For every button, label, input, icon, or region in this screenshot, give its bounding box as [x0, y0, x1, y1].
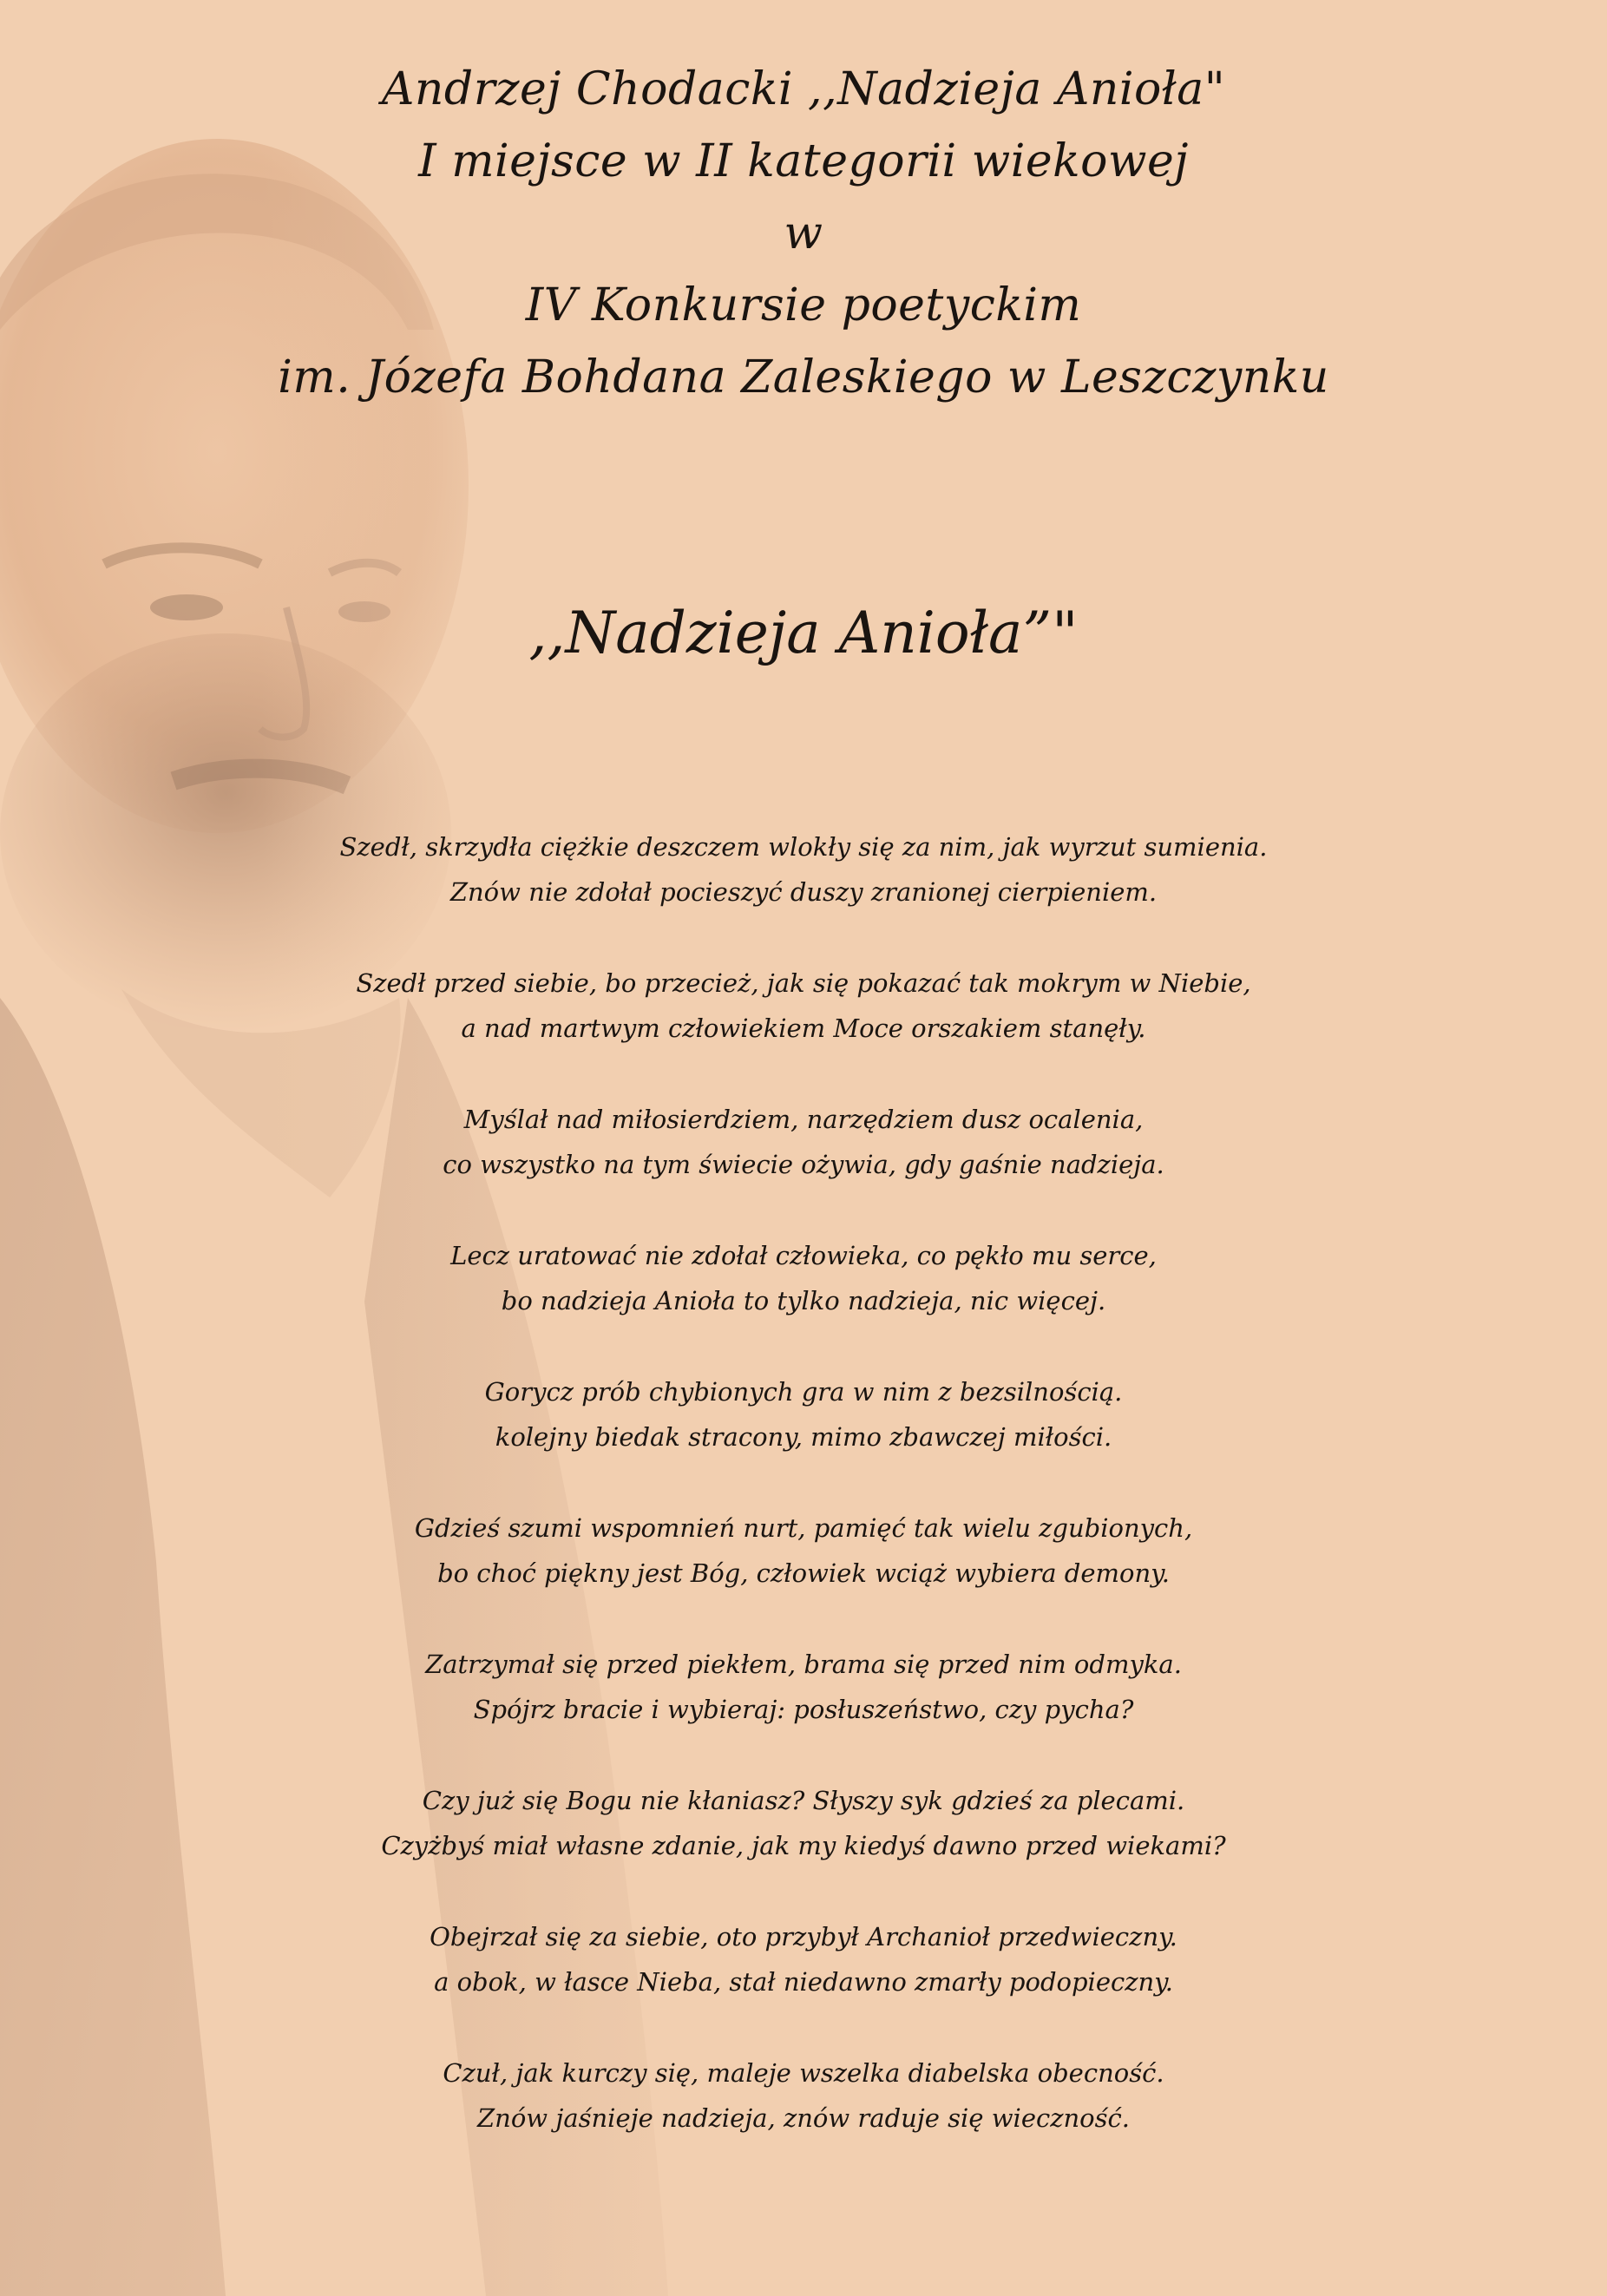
poem-line: Obejrzał się za siebie, oto przybył Archanioł przedwieczny.: [430, 1922, 1177, 1952]
poem-line: Myślał nad miłosierdziem, narzędziem dusz ocalenia,: [463, 1105, 1144, 1134]
stanza: [0, 961, 1607, 1051]
stanza: [0, 1233, 1607, 1323]
header-award: I miejsce w II kategorii wiekowej: [418, 135, 1189, 187]
poem-line: Szedł przed siebie, bo przecież, jak się pokazać tak mokrym w Niebie,: [356, 968, 1251, 998]
stanza: [0, 1778, 1607, 1868]
poem-line: Spójrz bracie i wybieraj: posłuszeństwo, czy pycha?: [473, 1695, 1134, 1724]
header-contest-patron: im. Józefa Bohdana Zaleskiego w Leszczynku: [278, 351, 1329, 403]
poem-line: Gdzieś szumi wspomnień nurt, pamięć tak wielu zgubionych,: [414, 1513, 1193, 1543]
stanza: [0, 2050, 1607, 2141]
poem-line: Czy już się Bogu nie kłaniasz? Słyszy syk gdzieś za plecami.: [422, 1786, 1185, 1815]
stanza: [0, 1506, 1607, 1596]
poem-line: Zatrzymał się przed piekłem, brama się przed nim odmyka.: [425, 1650, 1182, 1679]
stanza: [0, 1914, 1607, 2004]
poem-title: ,,Nadzieja Anioła”": [528, 600, 1079, 666]
stanza: [0, 1642, 1607, 1732]
stanza: [0, 1097, 1607, 1187]
stanza: [0, 824, 1607, 915]
poem-line: a nad martwym człowiekiem Moce orszakiem stanęły.: [461, 1014, 1146, 1043]
document-header: [0, 54, 1607, 414]
poem-body: [0, 824, 1607, 2187]
poem-line: Czuł, jak kurczy się, maleje wszelka diabelska obecność.: [443, 2058, 1164, 2088]
poem-line: Lecz uratować nie zdołał człowieka, co pękło mu serce,: [450, 1241, 1157, 1270]
header-contest: IV Konkursie poetyckim: [525, 279, 1082, 331]
poem-line: Gorycz prób chybionych gra w nim z bezsilnością.: [484, 1377, 1123, 1407]
poem-line: Znów jaśnieje nadzieja, znów raduje się wieczność.: [477, 2103, 1130, 2133]
poem-line: Szedł, skrzydła ciężkie deszczem wlokły się za nim, jak wyrzut sumienia.: [339, 832, 1268, 862]
header-author-title: Andrzej Chodacki ,,Nadzieja Anioła": [381, 63, 1226, 115]
poem-line: kolejny biedak stracony, mimo zbawczej miłości.: [495, 1422, 1112, 1452]
poem-line: Czyżbyś miał własne zdanie, jak my kiedyś dawno przed wiekami?: [381, 1831, 1226, 1860]
poem-line: Znów nie zdołał pocieszyć duszy zranionej cierpieniem.: [449, 877, 1158, 907]
poem-line: a obok, w łasce Nieba, stał niedawno zmarły podopieczny.: [434, 1967, 1173, 1997]
stanza: [0, 1369, 1607, 1460]
poem-line: bo nadzieja Anioła to tylko nadzieja, nic więcej.: [501, 1286, 1106, 1315]
poem-line: bo choć piękny jest Bóg, człowiek wciąż wybiera demony.: [437, 1558, 1170, 1588]
poem-line: co wszystko na tym świecie ożywia, gdy gaśnie nadzieja.: [443, 1150, 1164, 1179]
header-connector: w: [784, 207, 823, 259]
